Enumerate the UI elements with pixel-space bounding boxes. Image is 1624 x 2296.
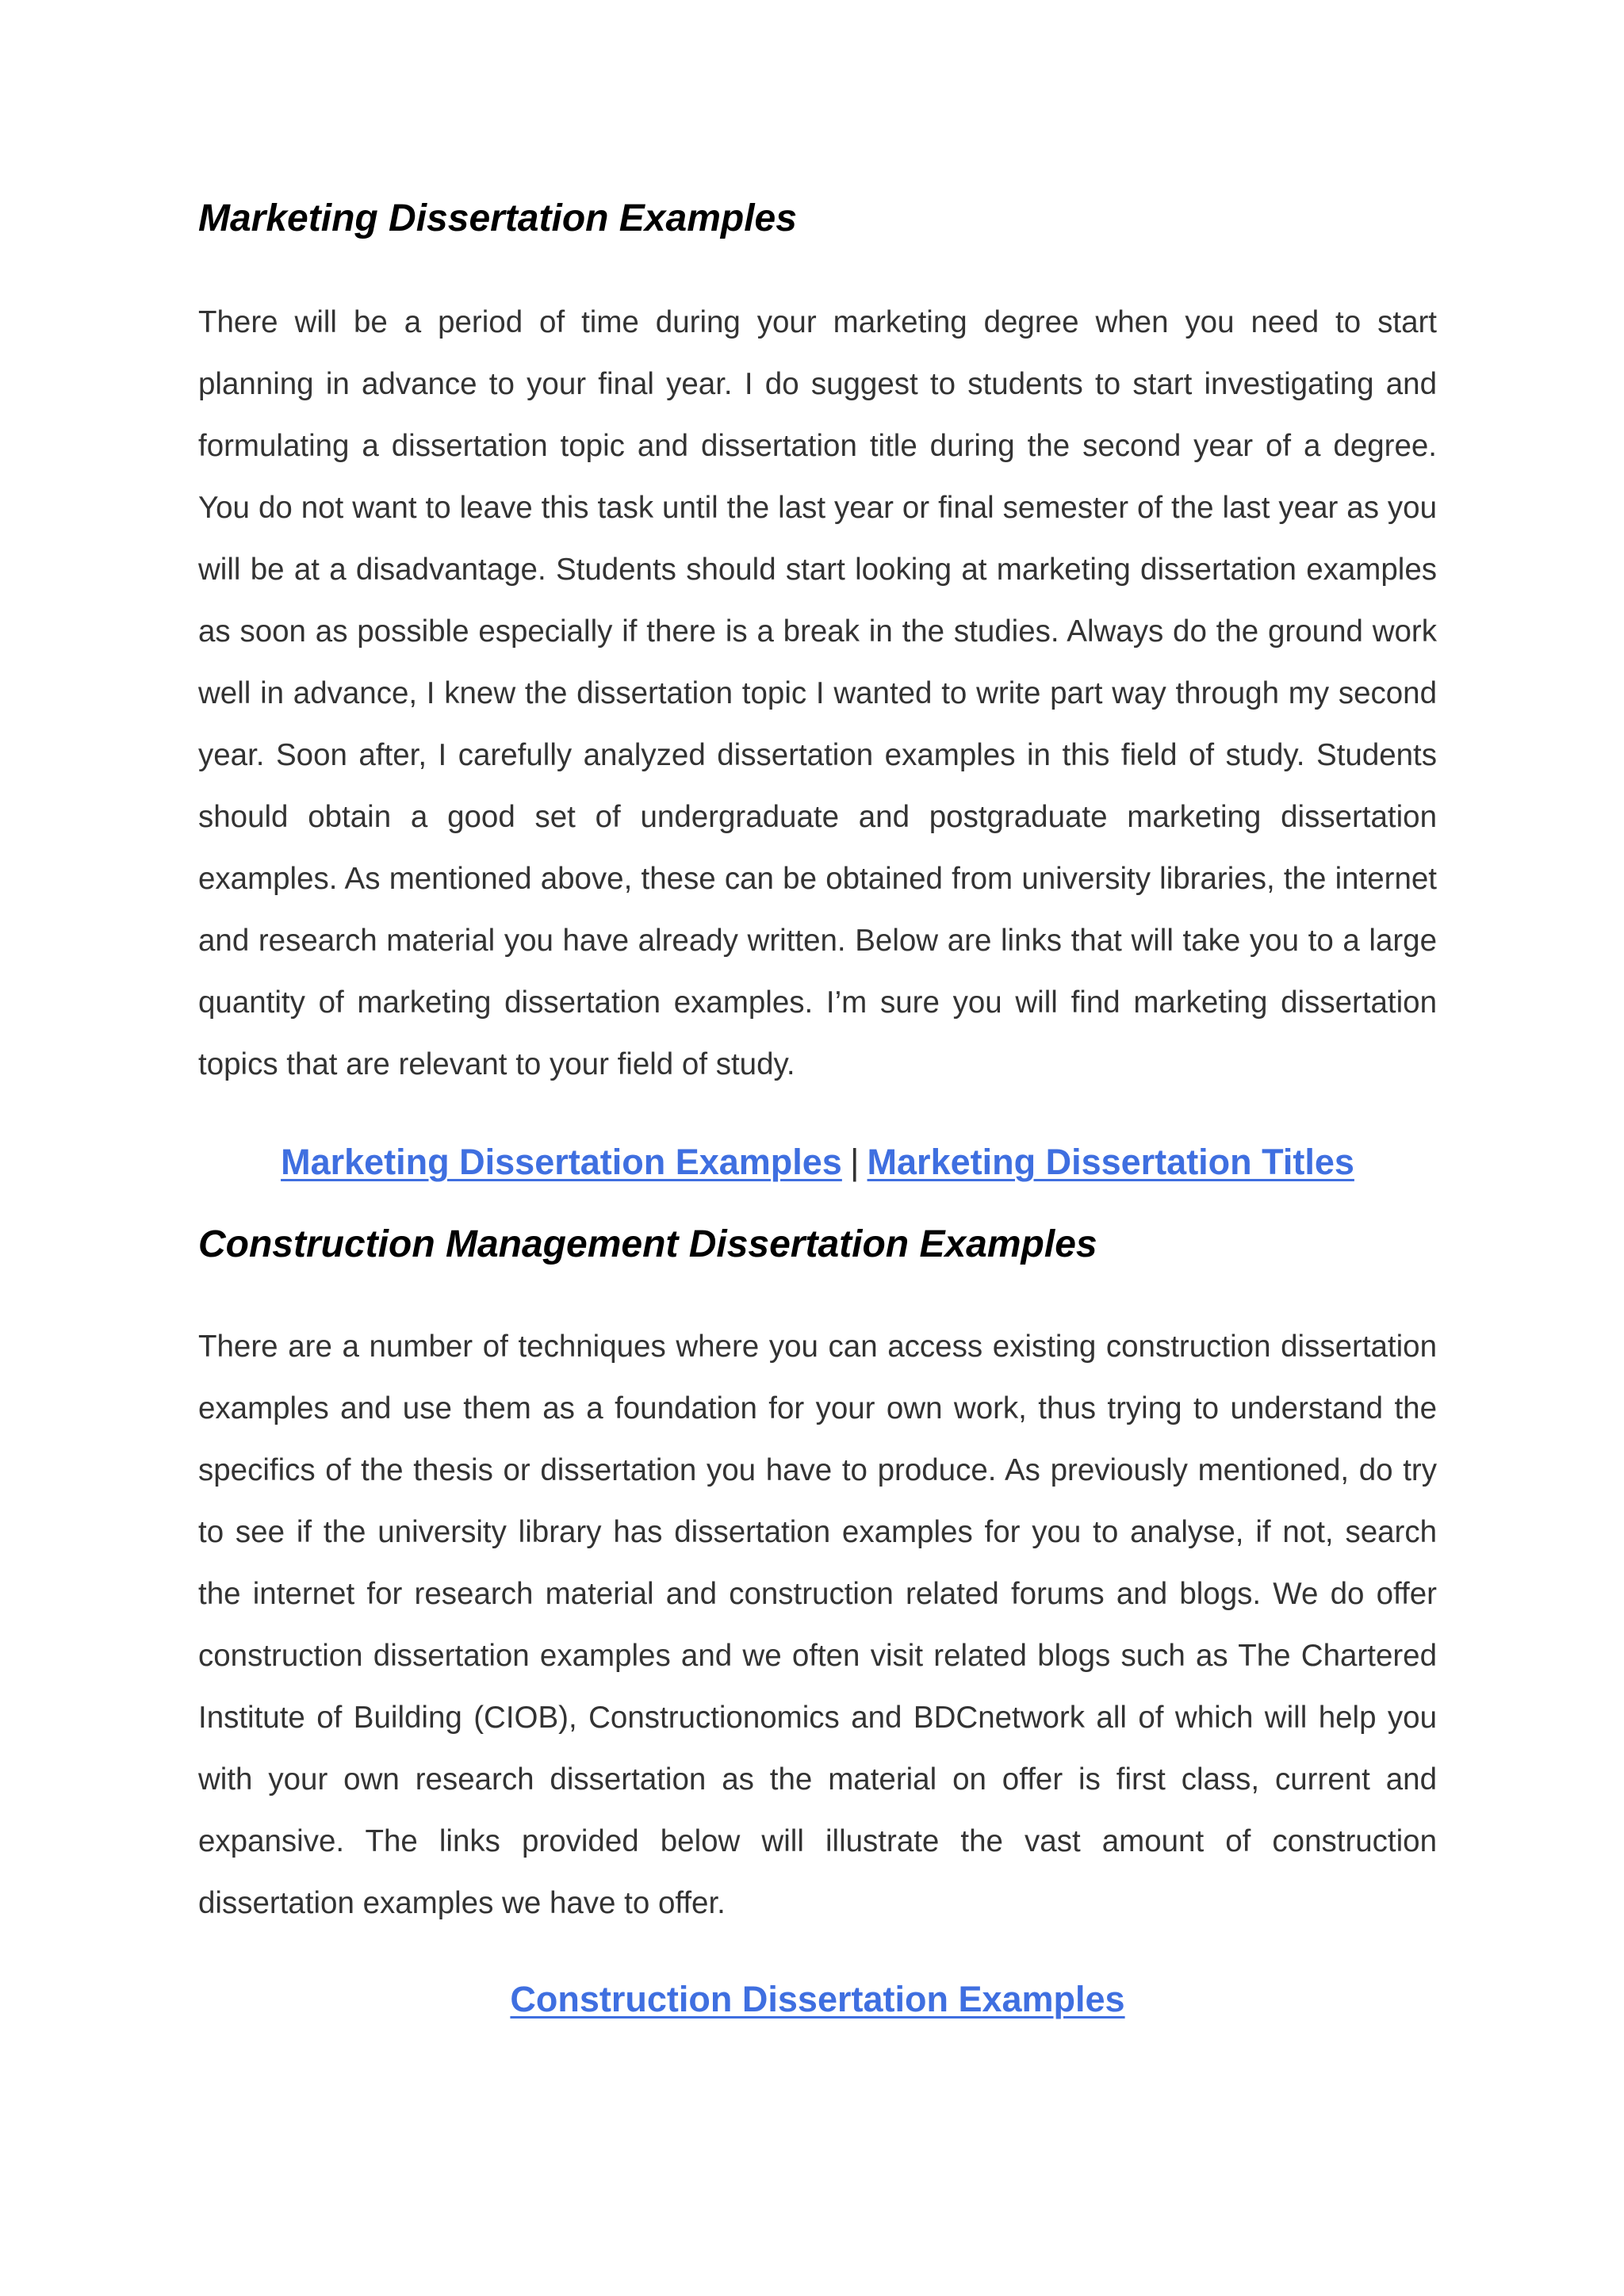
- construction-links-row: [198, 1976, 1437, 2023]
- marketing-section-paragraph: There will be a period of time during your marketing degree when you need to start planning in advance to your final year. I do suggest to students to start investigating and formulating a dissertation topic and dissertation title during the second year of a degree. You do not want to leave this task until the last year or final semester of the last year as you will be at a disadvantage. Students should start looking at marketing dissertation examples as soon as possible especially if there is a break in the studies. Always do the ground work well in advance, I knew the dissertation topic I wanted to write part way through my second year. Soon after, I carefully analyzed dissertation examples in this field of study. Students should obtain a good set of undergraduate and postgraduate marketing dissertation examples. As mentioned above, these can be obtained from university libraries, the internet and research material you have already written. Below are links that will take you to a large quantity of marketing dissertation examples. I’m sure you will find marketing dissertation topics that are relevant to your field of study.: [198, 305, 1437, 1081]
- marketing-links-row: [198, 1138, 1437, 1186]
- construction-dissertation-examples-link[interactable]: Construction Dissertation Examples: [510, 1979, 1125, 2019]
- construction-section-paragraph: There are a number of techniques where you can access existing construction dissertation examples and use them as a foundation for your own work, thus trying to understand the specifics of the thesis or dissertation you have to produce. As previously mentioned, do try to see if the university library has dissertation examples for you to analyse, if not, search the internet for research material and construction related forums and blogs. We do offer construction dissertation examples and we often visit related blogs such as The Chartered Institute of Building (CIOB), Constructionomics and BDCnetwork all of which will help you with your own research dissertation as the material on offer is first class, current and expansive. The links provided below will illustrate the vast amount of construction dissertation examples we have to offer.: [198, 1330, 1437, 1920]
- link-separator: |: [849, 1142, 860, 1182]
- marketing-section-heading: Marketing Dissertation Examples: [198, 197, 797, 239]
- construction-section-heading: Construction Management Dissertation Examples: [198, 1223, 1097, 1265]
- marketing-dissertation-examples-link[interactable]: Marketing Dissertation Examples: [281, 1142, 842, 1182]
- marketing-dissertation-titles-link[interactable]: Marketing Dissertation Titles: [867, 1142, 1354, 1182]
